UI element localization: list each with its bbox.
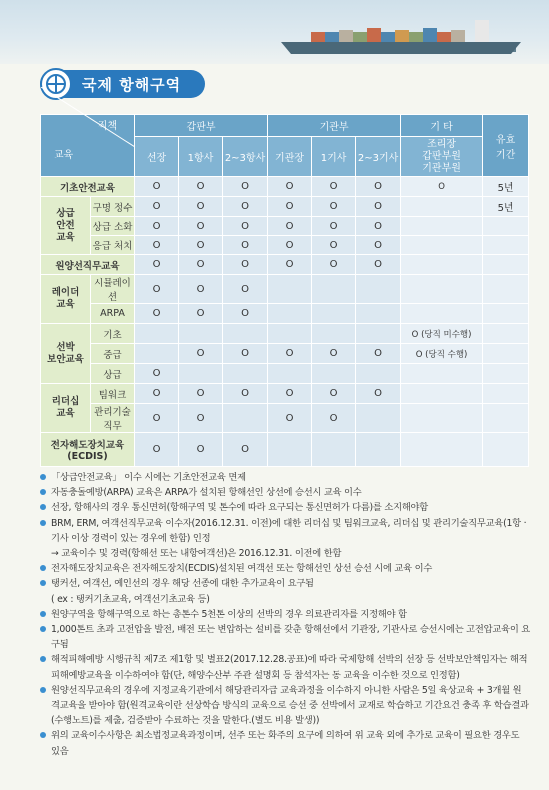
col-header: 조리장 갑판부원 기관부원 [401,137,483,177]
col-header: 선장 [135,137,179,177]
col-header: 1기사 [312,137,356,177]
note-text: 위의 교육이수사항은 최소법정교육과정이며, 선주 또는 화주의 요구에 의하여 위 교육 외에 추가로 교육이 필요한 경우도 있음 [51,730,520,757]
table-cell: O [223,217,268,236]
table-cell [401,236,483,255]
bullet-icon [40,580,46,586]
table-cell: O [268,236,312,255]
row-category: 선박 보안교육 [41,324,91,384]
table-cell: O [356,344,401,364]
corner-top-label: 직책 [97,120,118,132]
note-item [40,470,530,485]
note-text: 1,000톤트 초과 고전압을 발전, 배전 또는 변압하는 설비를 갖춘 항해선에서 기관장, 기관사로 승선시에는 고전압교육이 요구됨 [51,624,530,651]
bullet-icon [40,656,46,662]
table-cell: O [312,404,356,433]
table-cell [401,255,483,275]
table-cell [483,324,529,344]
table-corner-cell [41,115,135,177]
table-cell [401,404,483,433]
table-cell [135,324,179,344]
col-header-validity: 유효 기간 [483,115,529,177]
row-category: 상급 안전 교육 [41,197,91,255]
col-header: 2~3항사 [223,137,268,177]
bullet-icon [40,504,46,510]
note-text: BRM, ERM, 여객선직무교육 이수자(2016.12.31. 이전)에 대한 리더십 및 팀워크교육, 리더십 및 관리기술직무교육(1항 · 기사 이상 경력이 있는 경우에 한함) 인정 → 교육이수 및 경력(항해선 또는 내항여객선)은 2016.12.31. 이전에 한함 [51,517,527,560]
table-cell [312,304,356,324]
table-row [41,275,529,304]
row-category: 리더십 교육 [41,384,91,433]
bullet-icon [40,732,46,738]
note-item [40,500,530,515]
table-cell [223,364,268,384]
table-cell: O [179,433,223,467]
table-cell: O [356,197,401,217]
table-cell [483,217,529,236]
table-cell: O [268,344,312,364]
table-cell [268,324,312,344]
table-cell: O [223,344,268,364]
note-text: 원양구역을 항해구역으로 하는 총톤수 5천톤 이상의 선박의 경우 의료관리자를 지정해야 함 [51,608,407,620]
table-cell: O [268,217,312,236]
table-cell: O [223,275,268,304]
table-cell [356,324,401,344]
col-header: 1항사 [179,137,223,177]
note-item [40,607,530,622]
table-cell [268,364,312,384]
row-subcategory: 기초 [91,324,135,344]
table-body [41,177,529,467]
table-cell [356,275,401,304]
table-cell: O [223,236,268,255]
table-cell [483,275,529,304]
table-cell: O [312,236,356,255]
header-banner [0,0,549,64]
table-cell [268,275,312,304]
table-cell: O [312,197,356,217]
table-cell: O [179,197,223,217]
note-text: 원양선직무교육의 경우에 지정교육기관에서 해당관리자급 교육과정을 이수하지 아니한 사람은 5일 육상교육 + 3개월 원격교육을 받아야 함(원격교육이란 선상학습 방식의 교육으로 승선 중 선박에서 교재로 학습하고 기간요건 충족 후 학습결과(수행노트)를 제출, 검증받아 수료하는 것을 말한다.(별도 비용 발생)) [51,684,529,727]
table-cell [401,364,483,384]
table-cell: O [135,217,179,236]
table-cell: O [179,236,223,255]
table-cell: O [135,364,179,384]
row-subcategory: ARPA [91,304,135,324]
bullet-icon [40,611,46,617]
bullet-icon [40,520,46,526]
table-cell: O [179,217,223,236]
row-subcategory: 팀워크 [91,384,135,404]
table-cell [356,433,401,467]
table-cell: O (당직 미수행) [401,324,483,344]
table-cell: O [179,255,223,275]
table-cell: O (당직 수행) [401,344,483,364]
table-cell: O [223,197,268,217]
table-cell: O [312,255,356,275]
table-cell [483,255,529,275]
note-item [40,576,530,606]
table-cell: O [223,304,268,324]
table-cell: O [356,177,401,197]
note-text: 해적피해예방 시행규칙 제7조 제1항 및 별표2(2017.12.28.공표)에 따라 국제항해 선박의 선장 등 선박보안책임자는 해적피해예방교육을 이수하여야 함(단, 해양수산부 주관 설명회 등 참석자는 동 교육을 이수한 것으로 인정함) [51,654,528,681]
table-row [41,217,529,236]
table-cell: O [268,404,312,433]
row-subcategory: 관리기술직무 [91,404,135,433]
table-cell: O [268,177,312,197]
group-header-other: 기 타 [401,115,483,137]
table-cell: O [356,236,401,255]
table-cell [401,433,483,467]
table-cell [312,324,356,344]
note-item [40,622,530,652]
group-header-deck: 갑판부 [135,115,268,137]
training-requirements-table [40,114,529,467]
table-cell: O [268,255,312,275]
table-row [41,255,529,275]
row-category: 전자해도장치교육 (ECDIS) [41,433,135,467]
table-cell [401,197,483,217]
row-subcategory: 시뮬레이션 [91,275,135,304]
table-cell [401,217,483,236]
table-row [41,364,529,384]
table-cell [483,304,529,324]
container-ship-illustration [271,14,531,58]
table-cell: O [223,177,268,197]
bullet-icon [40,489,46,495]
table-cell [268,433,312,467]
table-cell: O [312,344,356,364]
table-cell [401,384,483,404]
table-cell [483,384,529,404]
table-cell [483,344,529,364]
col-header: 2~3기사 [356,137,401,177]
row-subcategory: 구명 정수 [91,197,135,217]
table-cell [179,324,223,344]
table-cell: O [135,433,179,467]
table-cell: O [135,197,179,217]
table-cell [135,344,179,364]
table-cell: O [179,404,223,433]
bullet-icon [40,565,46,571]
table-cell [356,304,401,324]
row-category: 레이더 교육 [41,275,91,324]
table-row [41,177,529,197]
table-cell: O [135,384,179,404]
table-row [41,324,529,344]
table-row [41,304,529,324]
bullet-icon [40,474,46,480]
table-cell: O [179,384,223,404]
corner-bottom-label: 교육 [53,149,74,161]
row-category: 기초안전교육 [41,177,135,197]
table-row [41,404,529,433]
table-cell [312,433,356,467]
row-category: 원양선직무교육 [41,255,135,275]
table-cell: O [312,177,356,197]
table-cell: O [179,177,223,197]
table-cell: O [356,255,401,275]
note-item [40,728,530,758]
note-text: 탱커선, 여객선, 예인선의 경우 해당 선종에 대한 추가교육이 요구됨 ( ex : 탱커기초교육, 여객선기초교육 등) [51,578,314,605]
table-cell: O [268,197,312,217]
table-cell [356,404,401,433]
table-cell [179,364,223,384]
note-item [40,485,530,500]
table-cell: O [223,384,268,404]
table-cell: O [312,217,356,236]
note-text: 전자해도장치교육은 전자해도장치(ECDIS)설치된 여객선 또는 항해선인 상선 승선 시에 교육 이수 [51,563,433,575]
section-title: 국제 항해구역 [82,76,182,94]
table-cell: O [135,236,179,255]
row-subcategory: 상급 [91,364,135,384]
table-row [41,344,529,364]
table-cell: O [179,304,223,324]
col-header: 기관장 [268,137,312,177]
table-row [41,197,529,217]
table-cell [268,304,312,324]
table-cell: O [223,433,268,467]
table-cell: O [135,177,179,197]
table-cell: 5년 [483,197,529,217]
note-item [40,561,530,576]
table-cell: O [312,384,356,404]
row-subcategory: 상급 소화 [91,217,135,236]
bullet-icon [40,626,46,632]
table-cell: O [268,384,312,404]
notes-list [40,470,530,759]
note-item [40,516,530,562]
table-cell [223,404,268,433]
note-item [40,652,530,682]
table-cell: O [135,404,179,433]
group-header-engine: 기관부 [268,115,401,137]
table-cell [401,275,483,304]
table-cell [401,304,483,324]
note-text: 자동충돌예방(ARPA) 교육은 ARPA가 설치된 항해선인 상선에 승선시 교육 이수 [51,487,362,499]
table-cell: O [401,177,483,197]
table-cell: O [179,275,223,304]
row-subcategory: 응급 처치 [91,236,135,255]
table-cell [312,364,356,384]
table-cell: O [135,304,179,324]
table-cell: O [179,344,223,364]
table-row [41,433,529,467]
table-cell: 5년 [483,177,529,197]
table-cell: O [135,255,179,275]
note-text: 선장, 항해사의 경우 통신면허(항해구역 및 톤수에 따라 요구되는 통신면허가 다름)를 소지해야함 [51,502,429,514]
table-row [41,384,529,404]
table-cell [223,324,268,344]
bullet-icon [40,687,46,693]
table-cell [483,404,529,433]
table-cell [483,433,529,467]
table-cell: O [223,255,268,275]
table-row [41,236,529,255]
table-cell: O [356,384,401,404]
table-cell: O [135,275,179,304]
note-item [40,683,530,729]
note-text: 「상급안전교육」 이수 시에는 기초안전교육 면제 [51,472,246,483]
table-cell [483,236,529,255]
table-cell [356,364,401,384]
table-cell [312,275,356,304]
table-cell: O [356,217,401,236]
table-cell [483,364,529,384]
row-subcategory: 중급 [91,344,135,364]
